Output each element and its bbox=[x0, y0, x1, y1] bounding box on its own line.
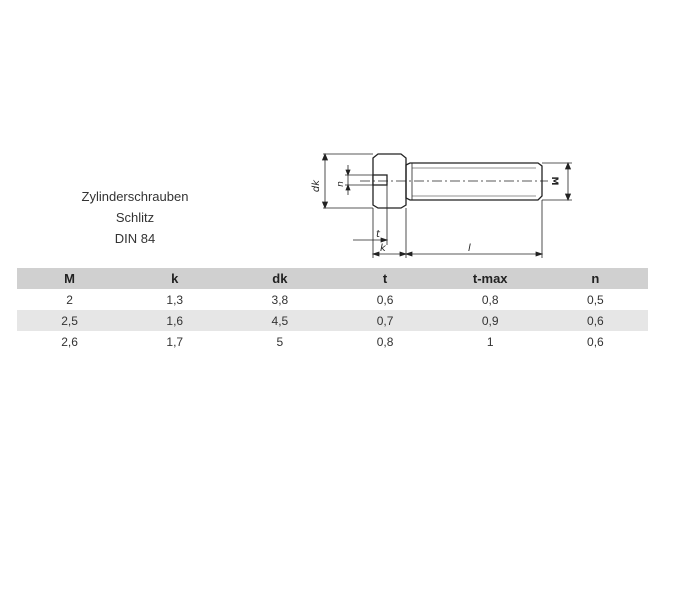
table-cell: 0,5 bbox=[587, 292, 604, 307]
table-cell: 0,6 bbox=[587, 334, 604, 349]
table-cell: 2,6 bbox=[61, 334, 78, 349]
table-cell: 4,5 bbox=[227, 310, 332, 331]
table-row bbox=[17, 331, 648, 352]
title-line-2: Schlitz bbox=[115, 210, 155, 225]
col-header-m: M bbox=[17, 268, 122, 289]
table-cell: 0,8 bbox=[481, 292, 499, 307]
table-cell: 0,6 bbox=[543, 310, 648, 331]
n-label: n bbox=[336, 181, 346, 187]
col-header-t-max: t-max bbox=[438, 268, 543, 289]
table-cell: 0,9 bbox=[438, 310, 543, 331]
table-cell: 0,7 bbox=[332, 310, 437, 331]
screw-slot bbox=[373, 175, 387, 185]
col-header-dk: dk bbox=[227, 268, 332, 289]
t-label: t bbox=[376, 229, 380, 240]
table-cell: 3,8 bbox=[271, 292, 289, 307]
screw-technical-drawing bbox=[300, 150, 590, 265]
table-cell: 0,6 bbox=[376, 292, 394, 307]
table-row bbox=[17, 289, 648, 310]
table-cell: 1,3 bbox=[166, 292, 184, 307]
screw-shank-outline bbox=[406, 163, 542, 200]
dimension-table bbox=[17, 268, 648, 352]
table-header-row bbox=[17, 268, 648, 289]
table-cell: 1,6 bbox=[122, 310, 227, 331]
col-header-k: k bbox=[122, 268, 227, 289]
table-cell: 1 bbox=[486, 334, 494, 349]
table-cell: 1,7 bbox=[166, 334, 184, 349]
dk-label: dk bbox=[311, 179, 322, 193]
table-cell: 0,8 bbox=[376, 334, 394, 349]
title-line-3: DIN 84 bbox=[114, 231, 156, 246]
l-label: l bbox=[468, 243, 471, 254]
table-cell: 2 bbox=[66, 292, 73, 307]
title-line-1: Zylinderschrauben bbox=[81, 189, 189, 204]
table-cell: 5 bbox=[276, 334, 284, 349]
product-title bbox=[60, 186, 210, 249]
table-row bbox=[17, 310, 648, 331]
table-cell: 2,5 bbox=[17, 310, 122, 331]
k-label: k bbox=[380, 243, 386, 254]
m-label: M bbox=[549, 176, 559, 186]
col-header-t: t bbox=[332, 268, 437, 289]
col-header-n: n bbox=[543, 268, 648, 289]
